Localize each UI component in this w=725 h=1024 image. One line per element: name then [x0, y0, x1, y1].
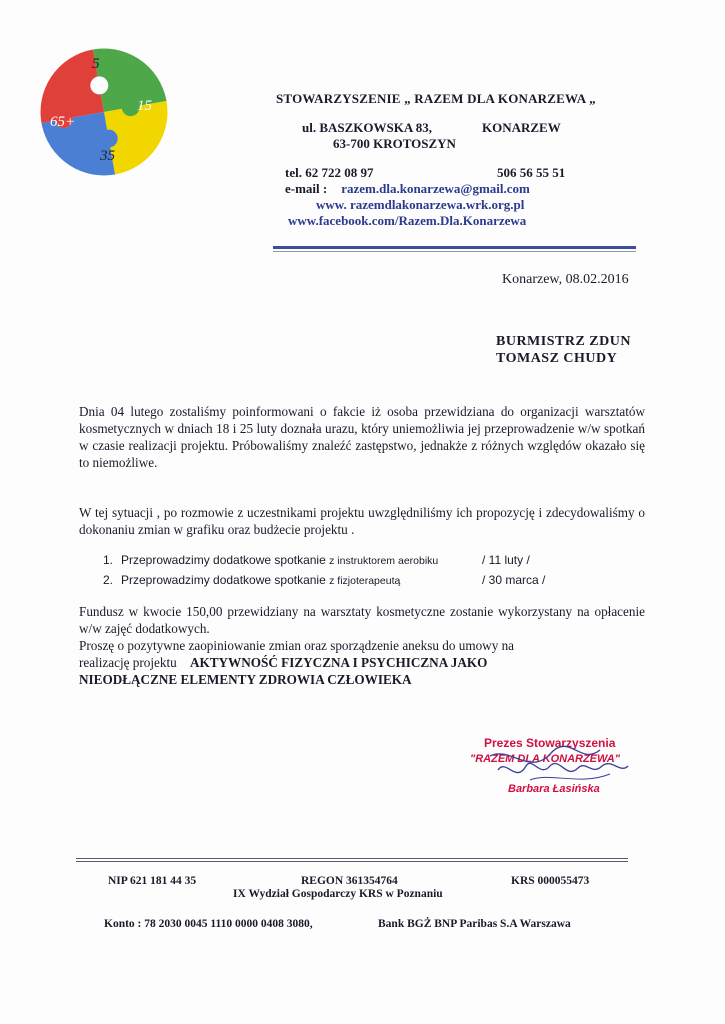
- recipient-line-2: TOMASZ CHUDY: [496, 351, 618, 366]
- stamp-org: "RAZEM DLA KONARZEWA": [470, 753, 620, 765]
- nip-number: NIP 621 181 44 35: [108, 875, 197, 887]
- letter-date: Konarzew, 08.02.2016: [502, 272, 629, 287]
- project-title-part-2: NIEODŁĄCZNE ELEMENTY ZDROWIA CZŁOWIEKA: [79, 672, 412, 687]
- list-text-small: z instruktorem aerobiku: [329, 555, 439, 567]
- bank-name: Bank BGŻ BNP Paribas S.A Warszawa: [378, 918, 571, 930]
- list-date: / 30 marca /: [482, 573, 546, 587]
- list-date: / 11 luty /: [482, 553, 530, 567]
- signature-stamp: [470, 736, 670, 806]
- email-label: e-mail :: [285, 181, 328, 196]
- paragraph-2: W tej sytuacji , po rozmowie z uczestnikami projektu uwzględniliśmy ich propozycję i zdecydowaliśmy o dokonaniu zmian w grafiku oraz budżecie projektu .: [79, 505, 645, 537]
- list-number: 2.: [103, 573, 114, 587]
- street-address: ul. BASZKOWSKA 83,: [302, 120, 433, 135]
- footer-divider-2: [76, 861, 628, 862]
- logo-label-35: 35: [100, 148, 115, 164]
- email-address[interactable]: razem.dla.konarzewa@gmail.com: [341, 181, 530, 196]
- stamp-signer: Barbara Łasińska: [508, 783, 600, 795]
- paragraph-4-line-2: realizację projektu AKTYWNOŚĆ FIZYCZNA I PSYCHICZNA JAKO: [79, 655, 488, 670]
- list-text: Przeprowadzimy dodatkowe spotkanie z instruktorem aerobiku: [121, 553, 439, 567]
- email-line: [285, 181, 530, 197]
- list-text-small: z fizjoterapeutą: [329, 575, 401, 587]
- website-link[interactable]: www. razemdlakonarzewa.wrk.org.pl: [316, 197, 525, 212]
- paragraph-4-line-1: Proszę o pozytywne zaopiniowanie zmian oraz sporządzenie aneksu do umowy na: [79, 638, 515, 653]
- regon-number: REGON 361354764: [301, 875, 398, 887]
- stamp-title: Prezes Stowarzyszenia: [484, 736, 616, 750]
- list-text: Przeprowadzimy dodatkowe spotkanie z fizjoterapeutą: [121, 573, 401, 587]
- town: KONARZEW: [482, 120, 561, 135]
- header-divider: [273, 246, 636, 249]
- paragraph-1: Dnia 04 lutego zostaliśmy poinformowani o fakcie iż osoba przewidziana do organizacji warsztatów kosmetycznych w dniach 18 i 25 luty doznała urazu, który uniemożliwia jej przeprowadzenie w/w spotkań w czasie realizacji projektu. Próbowaliśmy znaleźć zastępstwo, jednakże z różnych względów okazało się to niemożliwe.: [79, 404, 645, 470]
- telephone: tel. 62 722 08 97: [285, 165, 374, 180]
- header-divider-thin: [273, 251, 636, 252]
- handwritten-signature: [470, 736, 670, 806]
- list-number: 1.: [103, 553, 114, 567]
- logo-label-65: 65+: [50, 114, 76, 130]
- puzzle-logo: [38, 46, 170, 178]
- mobile-phone: 506 56 55 51: [497, 165, 566, 180]
- facebook-link[interactable]: www.facebook.com/Razem.Dla.Konarzewa: [288, 213, 527, 228]
- krs-number: KRS 000055473: [511, 875, 590, 887]
- postal-address: 63-700 KROTOSZYN: [333, 136, 456, 151]
- bank-account: Konto : 78 2030 0045 1110 0000 0408 3080,: [104, 918, 313, 930]
- logo-label-15: 15: [137, 98, 152, 114]
- paragraph-4: [79, 637, 645, 688]
- project-title-part-1: AKTYWNOŚĆ FIZYCZNA I PSYCHICZNA JAKO: [189, 655, 488, 670]
- logo-label-5: 5: [92, 56, 100, 72]
- organization-name: STOWARZYSZENIE „ RAZEM DLA KONARZEWA „: [276, 91, 596, 106]
- footer-divider: [76, 858, 628, 859]
- paragraph-3: Fundusz w kwocie 150,00 przewidziany na warsztaty kosmetyczne zostanie wykorzystany na opłacenie w/w zajęć dodatkowych.: [79, 604, 645, 636]
- recipient-line-1: BURMISTRZ ZDUN: [496, 334, 631, 349]
- court-register: IX Wydział Gospodarczy KRS w Poznaniu: [233, 888, 443, 900]
